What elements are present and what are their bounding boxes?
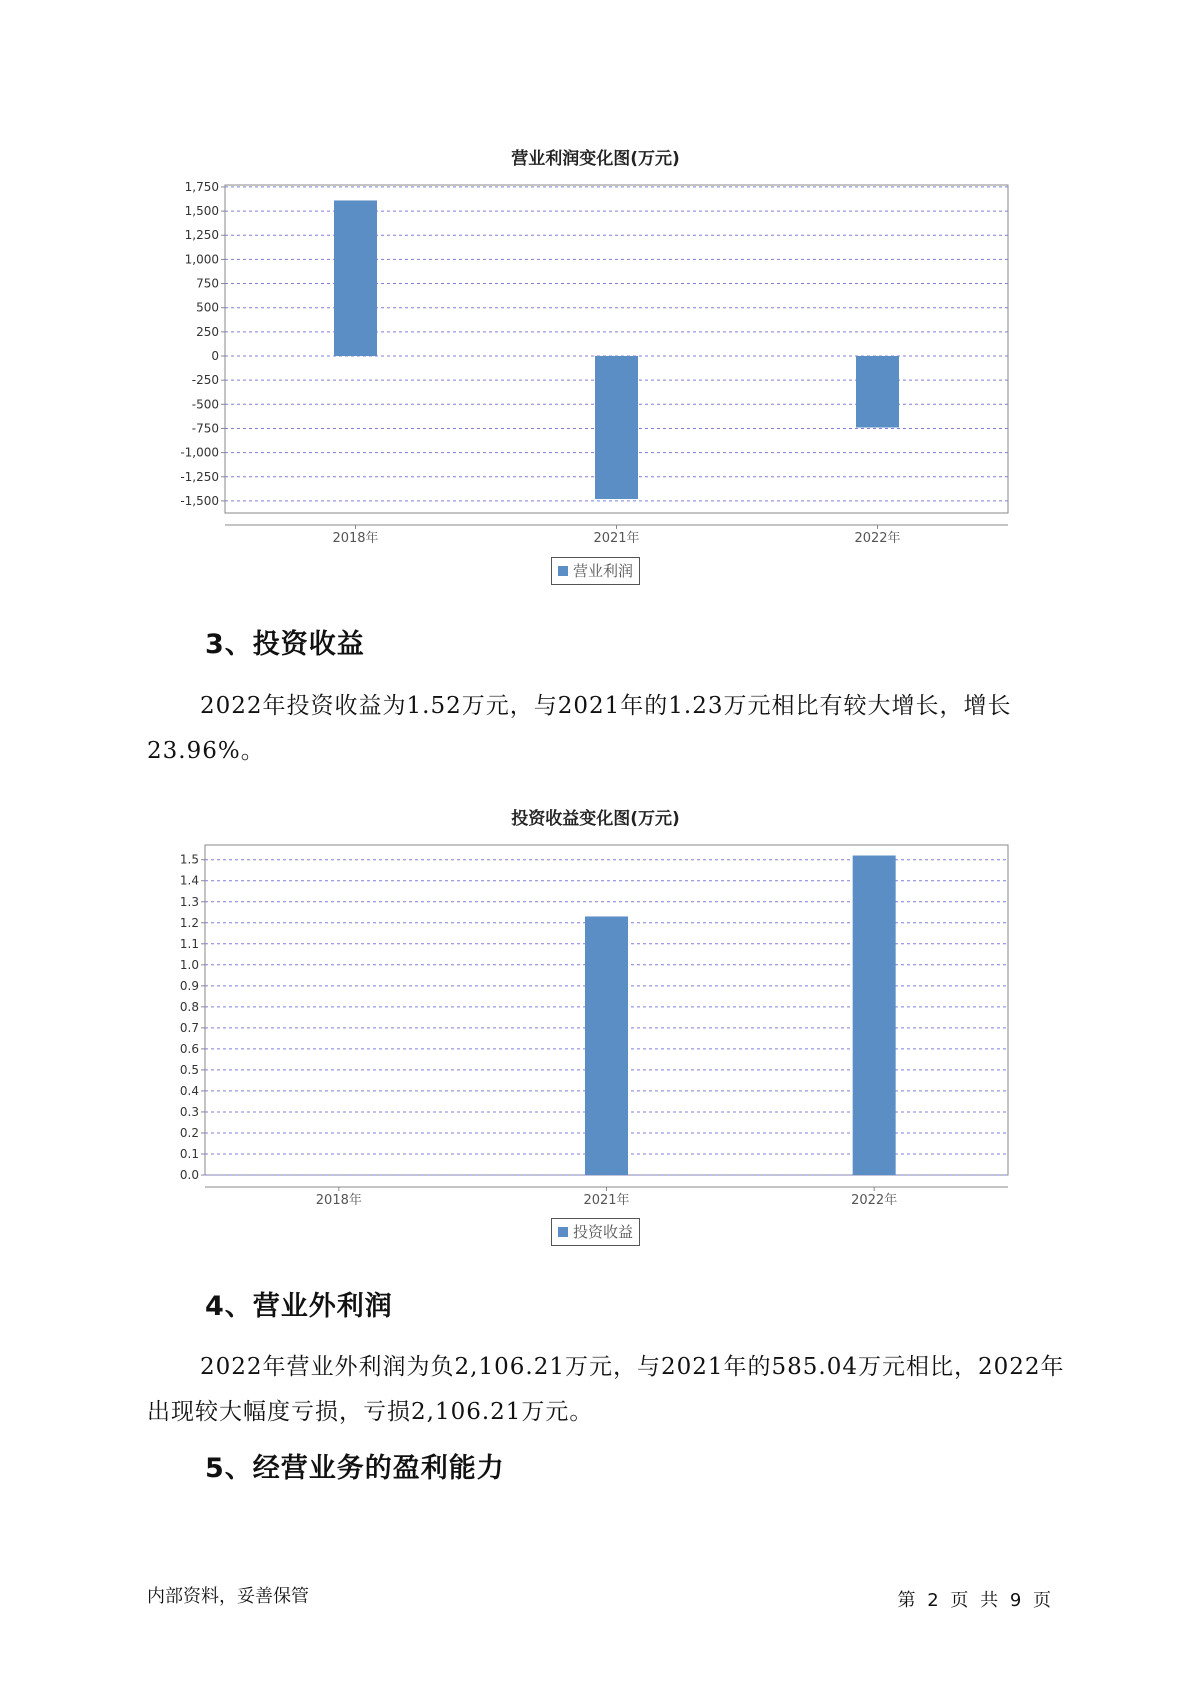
y-tick-label: -1,500 bbox=[180, 493, 219, 508]
y-tick-label: 1.0 bbox=[179, 957, 199, 972]
section-heading-investment-income: 3、投资收益 bbox=[205, 629, 365, 660]
legend-operating-profit bbox=[551, 557, 640, 585]
y-tick-label: 0.2 bbox=[179, 1125, 199, 1140]
section-heading-business-profitability: 5、经营业务的盈利能力 bbox=[205, 1453, 505, 1484]
y-tick-label: 0.9 bbox=[179, 978, 199, 993]
legend-swatch bbox=[558, 1227, 568, 1237]
y-tick-label: 1.3 bbox=[179, 894, 199, 909]
legend-swatch bbox=[558, 566, 568, 576]
legend-label: 投资收益 bbox=[573, 1223, 634, 1241]
bar bbox=[856, 356, 899, 427]
y-tick-label: 1,750 bbox=[184, 179, 219, 194]
chart-title-operating-profit: 营业利润变化图(万元) bbox=[511, 149, 680, 169]
x-tick-label: 2018年 bbox=[332, 531, 379, 546]
y-tick-label: 0.5 bbox=[179, 1062, 199, 1077]
y-tick-label: 0.7 bbox=[179, 1020, 199, 1035]
bar bbox=[853, 856, 896, 1175]
y-tick-label: 1,250 bbox=[184, 228, 219, 243]
y-tick-label: 0.8 bbox=[179, 999, 199, 1014]
paragraph-non-operating-profit: 2022年营业外利润为负2,106.21万元，与2021年的585.04万元相比，2022年出现较大幅度亏损，亏损2,106.21万元。 bbox=[147, 1354, 1065, 1425]
y-tick-label: 1.4 bbox=[179, 873, 199, 888]
paragraph-investment-income: 2022年投资收益为1.52万元，与2021年的1.23万元相比有较大增长，增长23.96%。 bbox=[147, 693, 1012, 764]
y-tick-label: 1.2 bbox=[179, 915, 199, 930]
legend-label: 营业利润 bbox=[573, 562, 634, 580]
y-tick-label: 0.3 bbox=[179, 1104, 199, 1119]
x-tick-label: 2021年 bbox=[593, 531, 640, 546]
bar bbox=[585, 916, 628, 1175]
y-tick-label: 0.4 bbox=[179, 1083, 199, 1098]
footer-page-number: 第 2 页 共 9 页 bbox=[897, 1590, 1051, 1611]
y-tick-label: -250 bbox=[191, 373, 219, 388]
y-tick-label: -500 bbox=[191, 397, 219, 412]
chart-operating-profit bbox=[0, 0, 1191, 560]
y-tick-label: 0.0 bbox=[179, 1168, 199, 1182]
x-tick-label: 2022年 bbox=[854, 531, 901, 546]
y-tick-label: 1.1 bbox=[179, 936, 199, 951]
y-tick-label: -1,250 bbox=[180, 469, 219, 484]
y-tick-label: 750 bbox=[196, 276, 219, 291]
y-tick-label: -750 bbox=[191, 421, 219, 436]
x-tick-label: 2021年 bbox=[583, 1193, 630, 1208]
y-tick-label: 0.1 bbox=[179, 1146, 199, 1161]
y-tick-label: 1.5 bbox=[179, 852, 199, 867]
y-tick-label: 1,500 bbox=[184, 204, 219, 219]
footer-confidential-note: 内部资料，妥善保管 bbox=[147, 1586, 309, 1607]
legend-investment-income bbox=[551, 1218, 640, 1246]
chart-title-investment-income: 投资收益变化图(万元) bbox=[511, 809, 680, 829]
chart-investment-income bbox=[0, 820, 1191, 1220]
y-tick-label: -1,000 bbox=[180, 445, 219, 460]
y-tick-label: 500 bbox=[196, 300, 219, 315]
y-tick-label: 0.6 bbox=[179, 1041, 199, 1056]
y-tick-label: 250 bbox=[196, 324, 219, 339]
y-tick-label: 0 bbox=[211, 349, 219, 364]
bar bbox=[334, 200, 377, 356]
x-tick-label: 2022年 bbox=[851, 1193, 898, 1208]
x-tick-label: 2018年 bbox=[315, 1193, 362, 1208]
y-tick-label: 1,000 bbox=[184, 252, 219, 267]
bar bbox=[595, 356, 638, 499]
section-heading-non-operating-profit: 4、营业外利润 bbox=[205, 1291, 393, 1322]
